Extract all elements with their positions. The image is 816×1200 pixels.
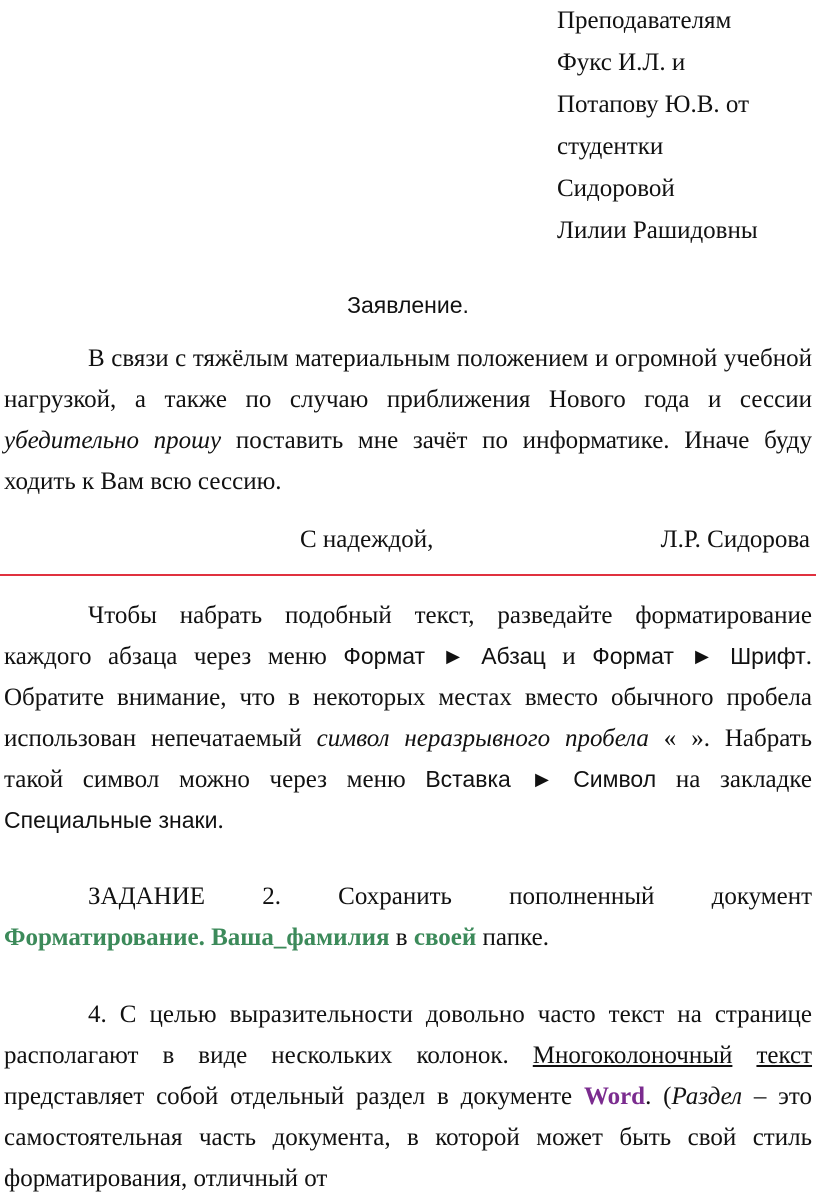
instruction-text: « ». Набрать такой символ можно через меню — [4, 725, 812, 793]
instruction-text: Чтобы набрать подобный текст, разведайте форматирование каждого абзаца через меню — [4, 602, 812, 670]
instruction-text: . Обратите внимание, что в некоторых местах вместо обычного пробела использован непечатаемый — [4, 643, 813, 752]
nbsp-term: символ неразрывного пробела — [316, 725, 649, 752]
signature-name: Л.Р. Сидорова — [660, 526, 810, 553]
statement-emphasis: убедительно прошу — [4, 427, 222, 454]
task-text: ЗАДАНИЕ 2. Сохранить пополненный документ — [88, 883, 812, 910]
statement-paragraph — [4, 338, 812, 502]
tab-special-chars: Специальные знаки — [4, 807, 218, 833]
addressee-line: Сидоровой — [557, 175, 675, 202]
menu-path-paragraph: Формат ► Абзац — [343, 643, 546, 669]
underlined-term: текст — [756, 1042, 813, 1069]
instruction-text: . — [217, 807, 224, 834]
task-paragraph — [4, 876, 812, 958]
addressee-line: студентки — [557, 133, 664, 160]
addressee-line: Лилии Рашидовны — [557, 217, 758, 244]
section4-text: – это самостоятельная часть документа, в которой может быть свой стиль форматирования, отличный от — [4, 1083, 812, 1192]
section4-text: 4. С целью выразительности довольно часто текст на странице располагают в виде нескольких колонок. — [4, 1001, 812, 1069]
addressee-line: Потапову Ю.В. от — [557, 91, 750, 118]
word-highlight: Word — [583, 1083, 646, 1110]
statement-text: В связи с тяжёлым материальным положением и огромной учебной нагрузкой, а также по случаю приближения Нового года и сессии — [4, 345, 812, 413]
section4-text: представляет собой отдельный раздел в документе — [4, 1083, 584, 1110]
signature-closing: С надеждой, — [300, 526, 434, 553]
statement-text: поставить мне зачёт по информатике. Иначе буду ходить к Вам всю сессию. — [4, 427, 812, 495]
task-text: в — [389, 924, 414, 951]
menu-path-symbol: Вставка ► Символ — [425, 766, 657, 792]
section-term: Раздел — [671, 1083, 743, 1110]
section4-text: . ( — [645, 1083, 672, 1110]
filename-highlight: Форматирование. Ваша_фамилия — [4, 924, 390, 951]
task-text: папке. — [476, 924, 549, 951]
instruction-text: на закладке — [656, 766, 812, 793]
own-folder-highlight: своей — [413, 924, 477, 951]
document-title: Заявление. — [347, 292, 469, 318]
addressee-block — [557, 0, 758, 252]
section4-paragraph — [4, 994, 812, 1199]
instruction-paragraph — [4, 595, 812, 841]
section4-text — [732, 1042, 756, 1069]
underlined-term: Многоколоночный — [532, 1042, 733, 1069]
menu-path-font: Формат ► Шрифт — [592, 643, 806, 669]
addressee-line: Преподавателям — [557, 7, 732, 34]
instruction-text: и — [545, 643, 593, 670]
red-divider — [0, 574, 816, 576]
addressee-line: Фукс И.Л. и — [557, 49, 686, 76]
